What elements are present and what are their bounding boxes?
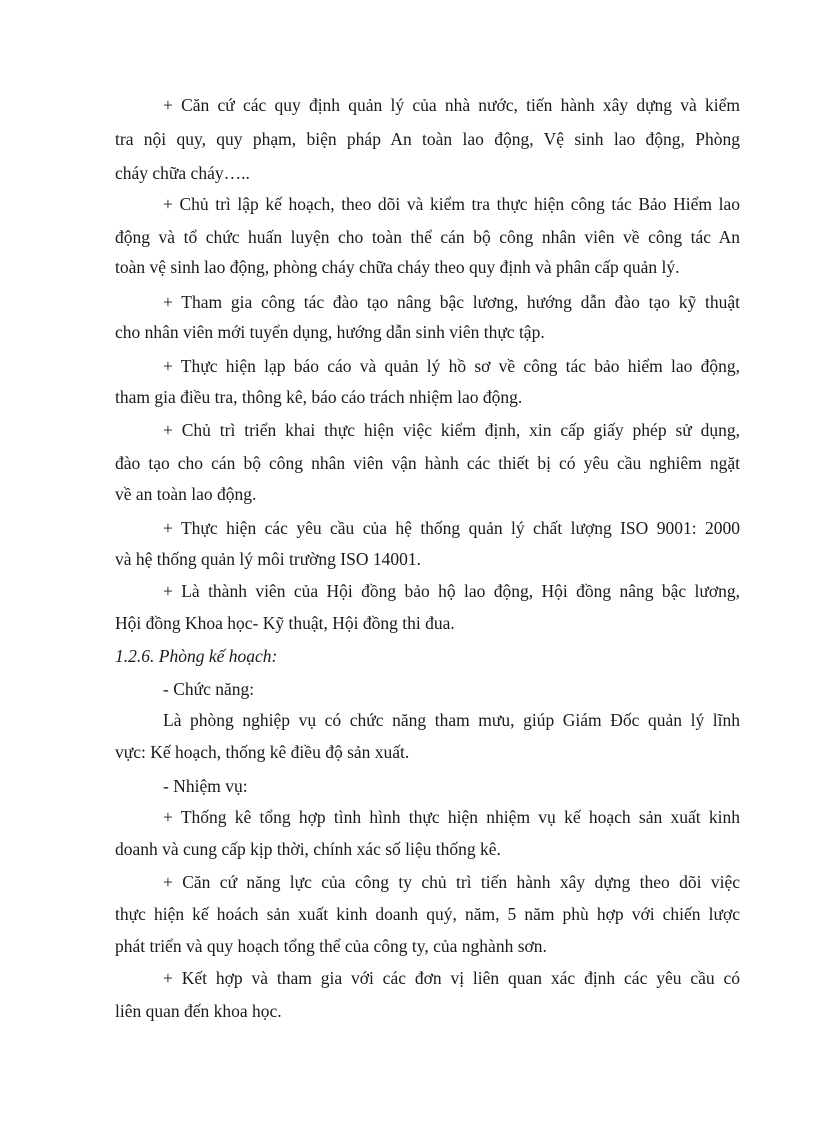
paragraph-line: về an toàn lao động.: [115, 484, 257, 504]
paragraph-line: toàn vệ sinh lao động, phòng cháy chữa cháy theo quy định và phân cấp quản lý.: [115, 257, 680, 277]
paragraph-line: tham gia điều tra, thông kê, báo cáo trách nhiệm lao động.: [115, 387, 523, 407]
paragraph-line: động và tổ chức huấn luyện cho toàn thể cán bộ công nhân viên về công tác An: [115, 227, 740, 247]
paragraph-line: phát triển và quy hoạch tổng thể của công ty, của nghành sơn.: [115, 936, 547, 956]
paragraph-line: Là phòng nghiệp vụ có chức năng tham mưu, giúp Giám Đốc quản lý lĩnh: [163, 710, 740, 730]
paragraph-line: tra nội quy, quy phạm, biện pháp An toàn lao động, Vệ sinh lao động, Phòng: [115, 129, 740, 149]
function-label: - Chức năng:: [163, 679, 255, 699]
paragraph-line: liên quan đến khoa học.: [115, 1001, 282, 1021]
paragraph-line: + Căn cứ năng lực của công ty chủ trì tiến hành xây dựng theo dõi việc: [163, 872, 740, 892]
task-label: - Nhiệm vụ:: [163, 776, 248, 796]
paragraph-line: vực: Kế hoạch, thống kê điều độ sản xuất.: [115, 742, 410, 762]
paragraph-line: + Chủ trì triển khai thực hiện việc kiểm định, xin cấp giấy phép sử dụng,: [163, 420, 740, 440]
paragraph-line: + Thống kê tổng hợp tình hình thực hiện nhiệm vụ kế hoạch sản xuất kinh: [163, 807, 740, 827]
paragraph-line: đào tạo cho cán bộ công nhân viên vận hành các thiết bị có yêu cầu nghiêm ngặt: [115, 453, 740, 473]
paragraph-line: doanh và cung cấp kịp thời, chính xác số liệu thống kê.: [115, 839, 501, 859]
paragraph-line: Hội đồng Khoa học- Kỹ thuật, Hội đồng thi đua.: [115, 613, 455, 633]
paragraph-line: cho nhân viên mới tuyển dụng, hướng dẫn sinh viên thực tập.: [115, 322, 545, 342]
paragraph-line: và hệ thống quản lý môi trường ISO 14001.: [115, 549, 422, 569]
paragraph-line: + Là thành viên của Hội đồng bảo hộ lao động, Hội đồng nâng bậc lương,: [163, 581, 740, 601]
paragraph-line: + Tham gia công tác đào tạo nâng bậc lương, hướng dẫn đào tạo kỹ thuật: [163, 292, 740, 312]
paragraph-line: + Căn cứ các quy định quản lý của nhà nước, tiến hành xây dựng và kiểm: [163, 95, 740, 115]
paragraph-line: thực hiện kế hoách sản xuất kinh doanh quý, năm, 5 năm phù hợp với chiến lược: [115, 904, 740, 924]
paragraph-line: + Chủ trì lập kế hoạch, theo dõi và kiểm tra thực hiện công tác Bảo Hiểm lao: [163, 194, 740, 214]
section-heading: 1.2.6. Phòng kế hoạch:: [115, 646, 278, 666]
paragraph-line: + Thực hiện lạp báo cáo và quản lý hồ sơ về công tác bảo hiểm lao động,: [163, 356, 740, 376]
paragraph-line: cháy chữa cháy…..: [115, 163, 250, 183]
paragraph-line: + Kết hợp và tham gia với các đơn vị liên quan xác định các yêu cầu có: [163, 968, 740, 988]
paragraph-line: + Thực hiện các yêu cầu của hệ thống quản lý chất lượng ISO 9001: 2000: [163, 518, 740, 538]
